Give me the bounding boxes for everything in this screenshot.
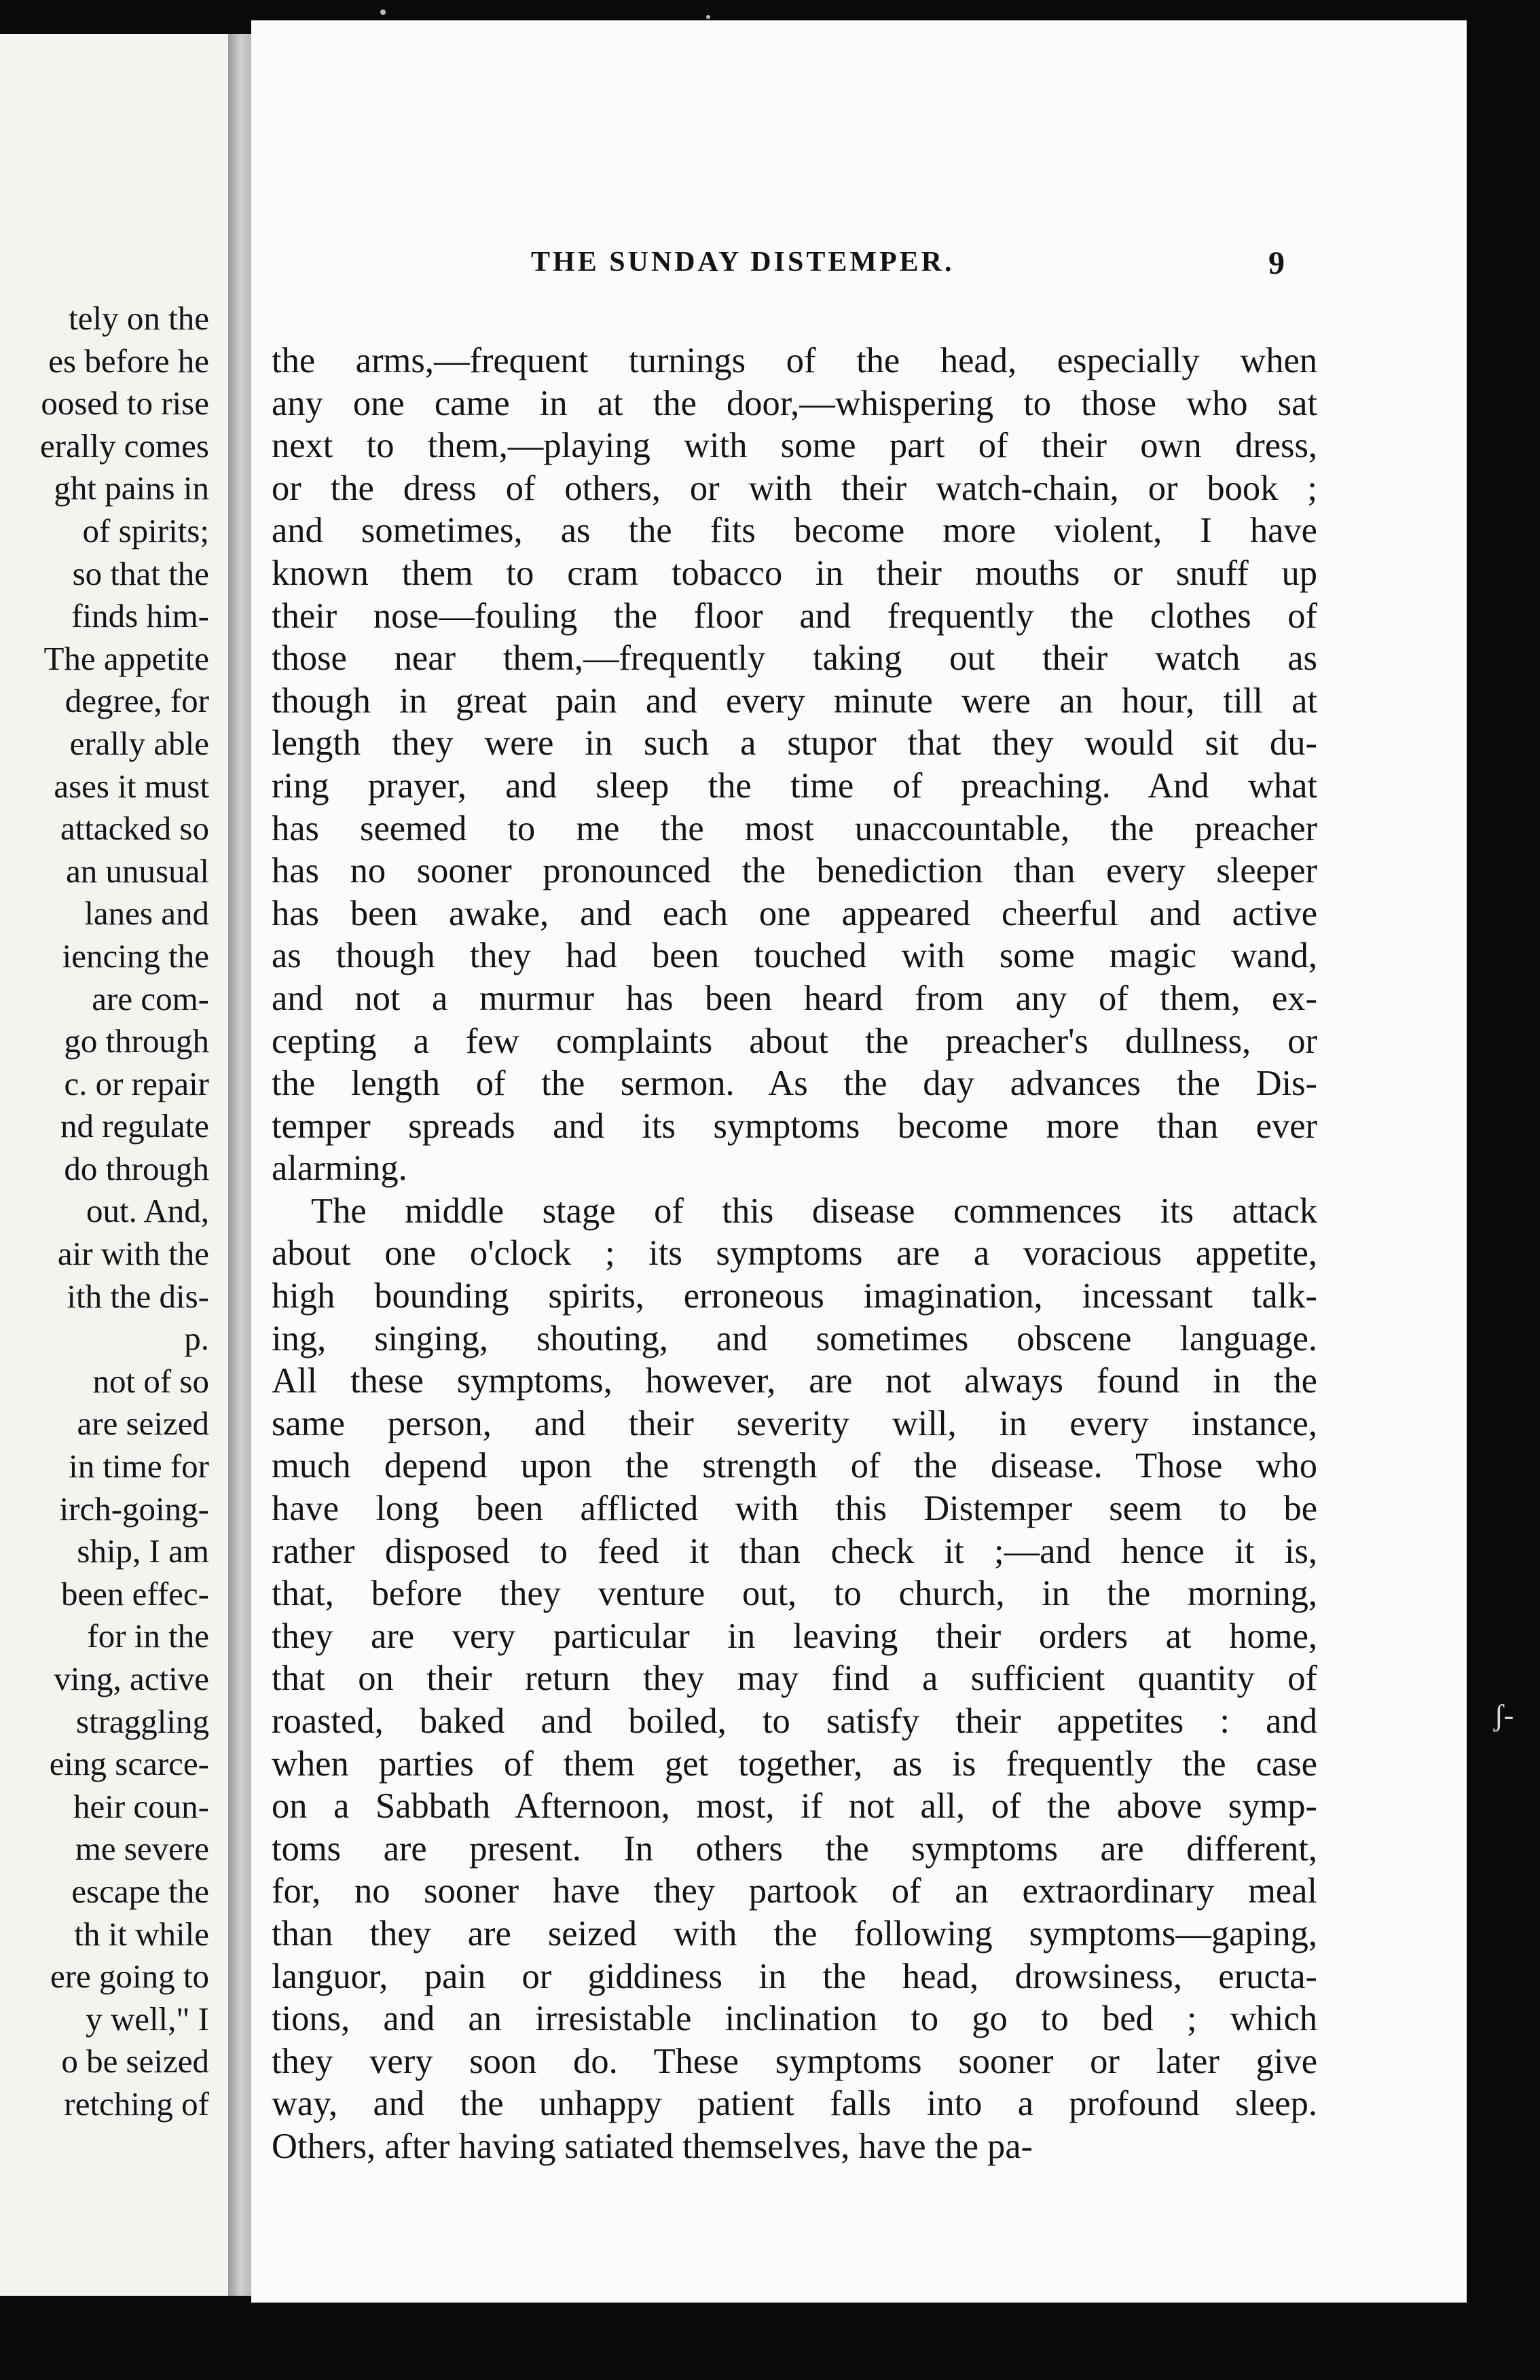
left-page-line: me severe: [75, 1830, 209, 1868]
body-text: [272, 340, 1317, 2168]
left-page-line: finds him-: [71, 597, 209, 635]
left-page-line: iencing the: [62, 937, 209, 975]
running-head: THE SUNDAY DISTEMPER.: [531, 247, 955, 278]
body-line: length they were in such a stupor that they would sit du-: [272, 723, 1317, 763]
body-line: ring prayer, and sleep the time of preaching. And what: [272, 765, 1317, 806]
margin-mark: ʃ-: [1494, 1699, 1514, 1732]
body-line: The middle stage of this disease commences its attack: [311, 1191, 1317, 1231]
body-line: that on their return they may find a sufficient quantity of: [272, 1659, 1317, 1699]
left-page-line: lanes and: [84, 895, 209, 933]
left-page-line: irch-going-: [59, 1490, 209, 1528]
left-page-line: go through: [64, 1022, 209, 1060]
body-line: any one came in at the door,—whispering to those who sat: [272, 383, 1317, 423]
body-line: that, before they venture out, to church, in the morning,: [272, 1574, 1317, 1614]
body-line: they are very particular in leaving their orders at home,: [272, 1616, 1317, 1656]
body-line: languor, pain or giddiness in the head, drowsiness, eructa-: [272, 1956, 1317, 1996]
left-page-line: p.: [184, 1320, 209, 1358]
left-page-line: oosed to rise: [41, 384, 209, 422]
body-line: toms are present. In others the symptoms are different,: [272, 1828, 1317, 1869]
dust-speck: [706, 15, 710, 19]
body-line: when parties of them get together, as is frequently the case: [272, 1744, 1317, 1784]
body-line: have long been afflicted with this Distemper seem to be: [272, 1489, 1317, 1529]
body-line: for, no sooner have they partook of an extraordinary meal: [272, 1871, 1317, 1911]
left-page-line: not of so: [92, 1362, 209, 1400]
body-line: they very soon do. These symptoms sooner or later give: [272, 2041, 1317, 2081]
left-page-line: c. or repair: [64, 1064, 209, 1102]
left-page-line: for in the: [87, 1617, 209, 1655]
body-line: and not a murmur has been heard from any of them, ex-: [272, 978, 1317, 1018]
body-line: high bounding spirits, erroneous imagination, incessant talk-: [272, 1276, 1317, 1316]
left-page-line: y well," I: [86, 2000, 209, 2038]
left-page-line: of spirits;: [82, 511, 209, 549]
left-page-line: o be seized: [61, 2042, 209, 2080]
left-page-line: retching of: [64, 2085, 209, 2123]
left-page-line: th it while: [74, 1915, 209, 1953]
body-line: about one o'clock ; its symptoms are a voracious appetite,: [272, 1233, 1317, 1274]
body-line: All these symptoms, however, are not always found in the: [272, 1361, 1317, 1401]
body-line: alarming.: [272, 1149, 407, 1189]
body-line: the length of the sermon. As the day advances the Dis-: [272, 1064, 1317, 1104]
left-page-line: ght pains in: [54, 469, 209, 507]
left-page-line: been effec-: [60, 1574, 209, 1612]
left-page-line: air with the: [57, 1235, 209, 1273]
body-line: has seemed to me the most unaccountable, the preacher: [272, 808, 1317, 848]
left-page-line: are seized: [77, 1405, 209, 1443]
body-line: those near them,—frequently taking out their watch as: [272, 638, 1317, 679]
left-page-line: ases it must: [54, 767, 209, 805]
left-page-line: nd regulate: [60, 1107, 209, 1145]
left-page-line: out. And,: [86, 1192, 209, 1230]
body-line: and sometimes, as the fits become more violent, I have: [272, 511, 1317, 551]
body-line: roasted, baked and boiled, to satisfy their appetites : and: [272, 1701, 1317, 1741]
body-line: has no sooner pronounced the benediction than every sleeper: [272, 851, 1317, 891]
body-line: Others, after having satiated themselves, have the pa-: [272, 2126, 1033, 2166]
body-line: as though they had been touched with some magic wand,: [272, 936, 1317, 976]
left-page-line: es before he: [48, 342, 209, 380]
body-line: their nose—fouling the floor and frequently the clothes of: [272, 596, 1317, 636]
left-page-line: eing scarce-: [49, 1745, 209, 1783]
left-page-line: heir coun-: [73, 1787, 209, 1825]
left-page-line: degree, for: [65, 682, 209, 720]
body-line: same person, and their severity will, in every instance,: [272, 1403, 1317, 1443]
body-line: temper spreads and its symptoms become more than ever: [272, 1106, 1317, 1146]
body-line: than they are seized with the following symptoms—gaping,: [272, 1913, 1317, 1953]
left-page-line: erally comes: [40, 427, 209, 465]
body-line: on a Sabbath Afternoon, most, if not all, of the above symp-: [272, 1786, 1317, 1826]
body-line: cepting a few complaints about the preacher's dullness, or: [272, 1021, 1317, 1061]
left-page-line: ith the dis-: [67, 1277, 209, 1315]
left-page-line: so that the: [72, 554, 209, 592]
body-line: much depend upon the strength of the disease. Those who: [272, 1446, 1317, 1486]
left-page-line: ving, active: [54, 1660, 209, 1697]
body-line: though in great pain and every minute were an hour, till at: [272, 681, 1317, 721]
left-page-line: tely on the: [69, 300, 209, 337]
body-line: ing, singing, shouting, and sometimes obscene language.: [272, 1318, 1317, 1358]
body-line: known them to cram tobacco in their mouths or snuff up: [272, 553, 1317, 593]
dust-speck: [380, 10, 386, 15]
left-page-line: do through: [64, 1149, 209, 1187]
body-line: has been awake, and each one appeared cheerful and active: [272, 893, 1317, 933]
body-line: next to them,—playing with some part of their own dress,: [272, 426, 1317, 466]
left-page-line: in time for: [69, 1447, 209, 1485]
left-page-line: are com-: [92, 979, 209, 1017]
left-page-line: escape the: [71, 1872, 209, 1910]
left-page-text: [40, 298, 209, 2126]
body-line: the arms,—frequent turnings of the head, especially when: [272, 341, 1317, 380]
body-line: or the dress of others, or with their watch-chain, or book ;: [272, 468, 1317, 508]
left-page-line: The appetite: [43, 639, 209, 677]
left-page-line: ere going to: [50, 1958, 209, 1996]
right-page: [251, 20, 1467, 2303]
left-page-line: ship, I am: [77, 1532, 209, 1570]
page-number: 9: [1268, 245, 1285, 281]
left-page-line: an unusual: [66, 852, 209, 890]
body-line: rather disposed to feed it than check it ;—and hence it is,: [272, 1531, 1317, 1571]
body-line: tions, and an irresistable inclination to go to bed ; which: [272, 1999, 1317, 2039]
body-line: way, and the unhappy patient falls into a profound sleep.: [272, 2084, 1317, 2124]
left-page: [0, 34, 251, 2296]
left-page-line: erally able: [69, 724, 209, 762]
left-page-line: attacked so: [60, 810, 209, 848]
left-page-line: straggling: [76, 1702, 209, 1740]
book-gutter: [228, 34, 251, 2296]
